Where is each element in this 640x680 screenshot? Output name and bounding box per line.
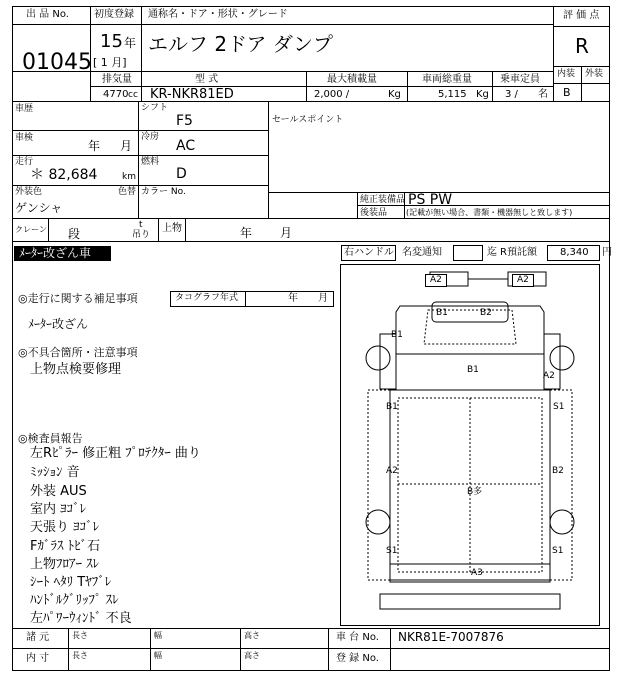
- mileage-label: 走行: [15, 157, 34, 167]
- reg-month: [ 1 月]: [93, 56, 127, 69]
- grid-line: [90, 24, 553, 25]
- color-code-label: カラー No.: [141, 187, 186, 197]
- r-deposit-label: R預託額: [500, 247, 537, 258]
- capacity-unit: 名: [538, 89, 548, 100]
- fuel-value: D: [176, 166, 187, 182]
- driving-notes-header: ◎走行に関する補足事項: [18, 292, 138, 305]
- damage-mark: B1: [436, 308, 448, 318]
- damage-mark: B1: [391, 330, 403, 340]
- inspector-line: 左Rﾋﾟﾗｰ 修正粗 ﾌﾟﾛﾃｸﾀｰ 曲り: [30, 446, 201, 461]
- max-load-label: 最大積載量: [327, 74, 377, 85]
- r-deposit-value: 8,340: [560, 247, 589, 258]
- grid-line: [12, 130, 268, 131]
- damage-mark: A3: [471, 568, 483, 578]
- displacement-unit: cc: [128, 90, 138, 100]
- inspector-line: Fｶﾞﾗｽ ﾄﾋﾞ石: [30, 539, 101, 554]
- grid-line: [407, 71, 408, 101]
- color-label: 外装色: [15, 187, 43, 197]
- mileage-unit: km: [122, 172, 136, 182]
- damage-mark: B2: [552, 466, 564, 476]
- capacity-label: 乗車定員: [500, 74, 540, 85]
- truck-diagram: [340, 264, 600, 626]
- damage-mark: B1: [386, 402, 398, 412]
- chassis-label: 車 台 No.: [336, 632, 379, 643]
- displacement-value: 4770: [103, 89, 129, 100]
- tacho-label: タコグラフ年式: [175, 293, 239, 303]
- crane-lift-label: 吊り: [132, 230, 151, 240]
- grid-line: [240, 628, 241, 671]
- shift-label: シフト: [141, 103, 169, 113]
- equipment-label: 純正装備品: [360, 195, 406, 205]
- defect-note: 上物点検要修理: [30, 362, 122, 377]
- crane-stage-unit: 段: [68, 227, 81, 241]
- damage-mark: B2: [480, 308, 492, 318]
- fuel-label: 燃料: [141, 157, 160, 167]
- grid-line: [12, 24, 90, 25]
- damage-mark: A2: [512, 274, 534, 287]
- r-deposit-unit: 円: [602, 247, 612, 258]
- height-label: 高さ: [244, 631, 260, 640]
- name-change-label: 名変通知: [402, 247, 442, 258]
- grid-line: [138, 101, 139, 219]
- tacho-year-unit: 年: [288, 293, 298, 304]
- aftermarket-note: (記載が無い場合、書類・機器無しと致します): [406, 208, 573, 217]
- crane-ton-unit: t: [139, 220, 143, 230]
- max-load-unit: Kg: [388, 89, 401, 100]
- inspection-label: 車検: [15, 133, 34, 143]
- grid-line: [12, 101, 610, 102]
- damage-mark: B1: [467, 365, 479, 375]
- inspector-line: 天張り ﾖｺﾞﾚ: [30, 520, 100, 535]
- name-change-box: [453, 245, 483, 261]
- first-reg-label: 初度登録: [94, 9, 134, 20]
- grid-line: [12, 218, 610, 219]
- grid-line: [12, 241, 610, 242]
- total-weight-value: 5,115: [438, 89, 467, 100]
- damage-mark: A2: [425, 274, 447, 287]
- damage-mark: S1: [552, 546, 564, 556]
- width-label: 幅: [154, 651, 162, 660]
- max-load-value: 2,000 /: [314, 89, 350, 100]
- grid-line: [245, 291, 246, 307]
- abolish-label: 迄: [487, 247, 497, 258]
- damage-mark: A2: [386, 466, 398, 476]
- grid-line: [158, 218, 159, 241]
- model-code-label: 型 式: [195, 74, 219, 85]
- grade-label: 評 価 点: [563, 10, 600, 21]
- ac-value: AC: [176, 138, 196, 154]
- inspection-year-unit: 年: [88, 139, 101, 153]
- lot-number: 01045: [22, 50, 92, 75]
- inspector-line: ﾊﾝﾄﾞﾙｸﾞﾘｯﾌﾟ ｽﾚ: [30, 593, 119, 608]
- body-year-unit: 年: [240, 226, 253, 240]
- interior-grade: B: [563, 86, 571, 99]
- grid-line: [553, 26, 610, 27]
- grid-line: [306, 71, 307, 101]
- capacity-value: 3 /: [505, 89, 518, 100]
- body-label: 上物: [162, 223, 182, 234]
- inspection-month-unit: 月: [120, 139, 133, 153]
- mileage-value: ＊ 82,684: [30, 167, 98, 183]
- grid-line: [12, 185, 268, 186]
- defect-header: ◎不具合箇所・注意事項: [18, 346, 138, 359]
- crane-label: クレーン: [15, 225, 47, 234]
- grid-line: [68, 628, 69, 671]
- exterior-label: 外装: [585, 69, 604, 79]
- chassis-number: NKR81E-7007876: [398, 630, 504, 644]
- grid-line: [185, 218, 186, 241]
- interior-dims-label: 内 寸: [26, 653, 50, 664]
- inspector-header: ◎検査員報告: [18, 432, 83, 445]
- grid-line: [268, 101, 269, 218]
- grid-line: [90, 71, 91, 101]
- body-month-unit: 月: [280, 226, 293, 240]
- model-name-label: 通称名・ドア・形状・グレード: [148, 9, 288, 20]
- shift-value: F5: [176, 113, 193, 129]
- inspector-line: 外装 AUS: [30, 484, 87, 499]
- total-weight-label: 車両総重量: [422, 74, 472, 85]
- damage-mark: B多: [467, 487, 483, 497]
- history-label: 車歴: [15, 104, 34, 114]
- color-change-label: 色替: [118, 187, 137, 197]
- tacho-month-unit: 月: [318, 293, 328, 304]
- reg-year-unit: 年: [124, 36, 137, 50]
- ac-label: 冷房: [141, 132, 160, 142]
- inspector-line: ﾐｯｼｮﾝ 音: [30, 465, 80, 480]
- grade-value: R: [575, 34, 589, 58]
- damage-mark: S1: [386, 546, 398, 556]
- inspector-line: 上物ﾌﾛｱｰ ｽﾚ: [30, 557, 100, 572]
- equipment-value: PS PW: [408, 192, 453, 208]
- grid-line: [492, 71, 493, 101]
- damage-mark: S1: [553, 402, 565, 412]
- length-label: 長さ: [72, 631, 88, 640]
- dims-label: 諸 元: [26, 632, 50, 643]
- lot-label: 出 品 No.: [26, 9, 69, 20]
- inspector-line: 左ﾊﾟﾜｰｳｨﾝﾄﾞ 不良: [30, 611, 132, 626]
- damage-mark: A2: [543, 371, 555, 381]
- inspector-line: ｼｰﾄ ﾍﾀﾘ Tﾔﾌﾞﾚ: [30, 575, 112, 590]
- grid-line: [12, 71, 553, 72]
- driving-note: ﾒｰﾀｰ改ざん: [28, 317, 89, 331]
- grid-line: [553, 6, 554, 101]
- grid-line: [12, 155, 268, 156]
- registration-label: 登 録 No.: [336, 653, 379, 664]
- total-weight-unit: Kg: [476, 89, 489, 100]
- grid-line: [328, 628, 329, 671]
- reg-year: 15: [100, 31, 123, 52]
- grid-line: [141, 6, 142, 71]
- car-name: エルフ 2ドア ダンプ: [148, 32, 334, 56]
- grid-line: [12, 628, 610, 629]
- interior-label: 内装: [557, 69, 576, 79]
- width-label: 幅: [154, 631, 162, 640]
- displacement-label: 排気量: [102, 74, 132, 85]
- grid-line: [390, 628, 391, 671]
- grid-line: [581, 66, 582, 101]
- aftermarket-label: 後装品: [360, 208, 388, 218]
- color-value: ゲンシャ: [15, 201, 63, 215]
- model-code-value: KR-NKR81ED: [150, 87, 234, 102]
- grid-line: [12, 648, 610, 649]
- grid-line: [150, 628, 151, 671]
- inspector-line: 室内 ﾖｺﾞﾚ: [30, 502, 87, 517]
- grid-line: [357, 205, 610, 206]
- grid-line: [48, 218, 49, 241]
- sales-point-label: セールスポイント: [272, 115, 344, 125]
- grid-line: [141, 71, 142, 101]
- meter-tamper-badge: ﾒｰﾀｰ改ざん車: [14, 246, 111, 261]
- right-handle-label: 右ハンドル: [344, 247, 394, 258]
- length-label: 長さ: [72, 651, 88, 660]
- height-label: 高さ: [244, 651, 260, 660]
